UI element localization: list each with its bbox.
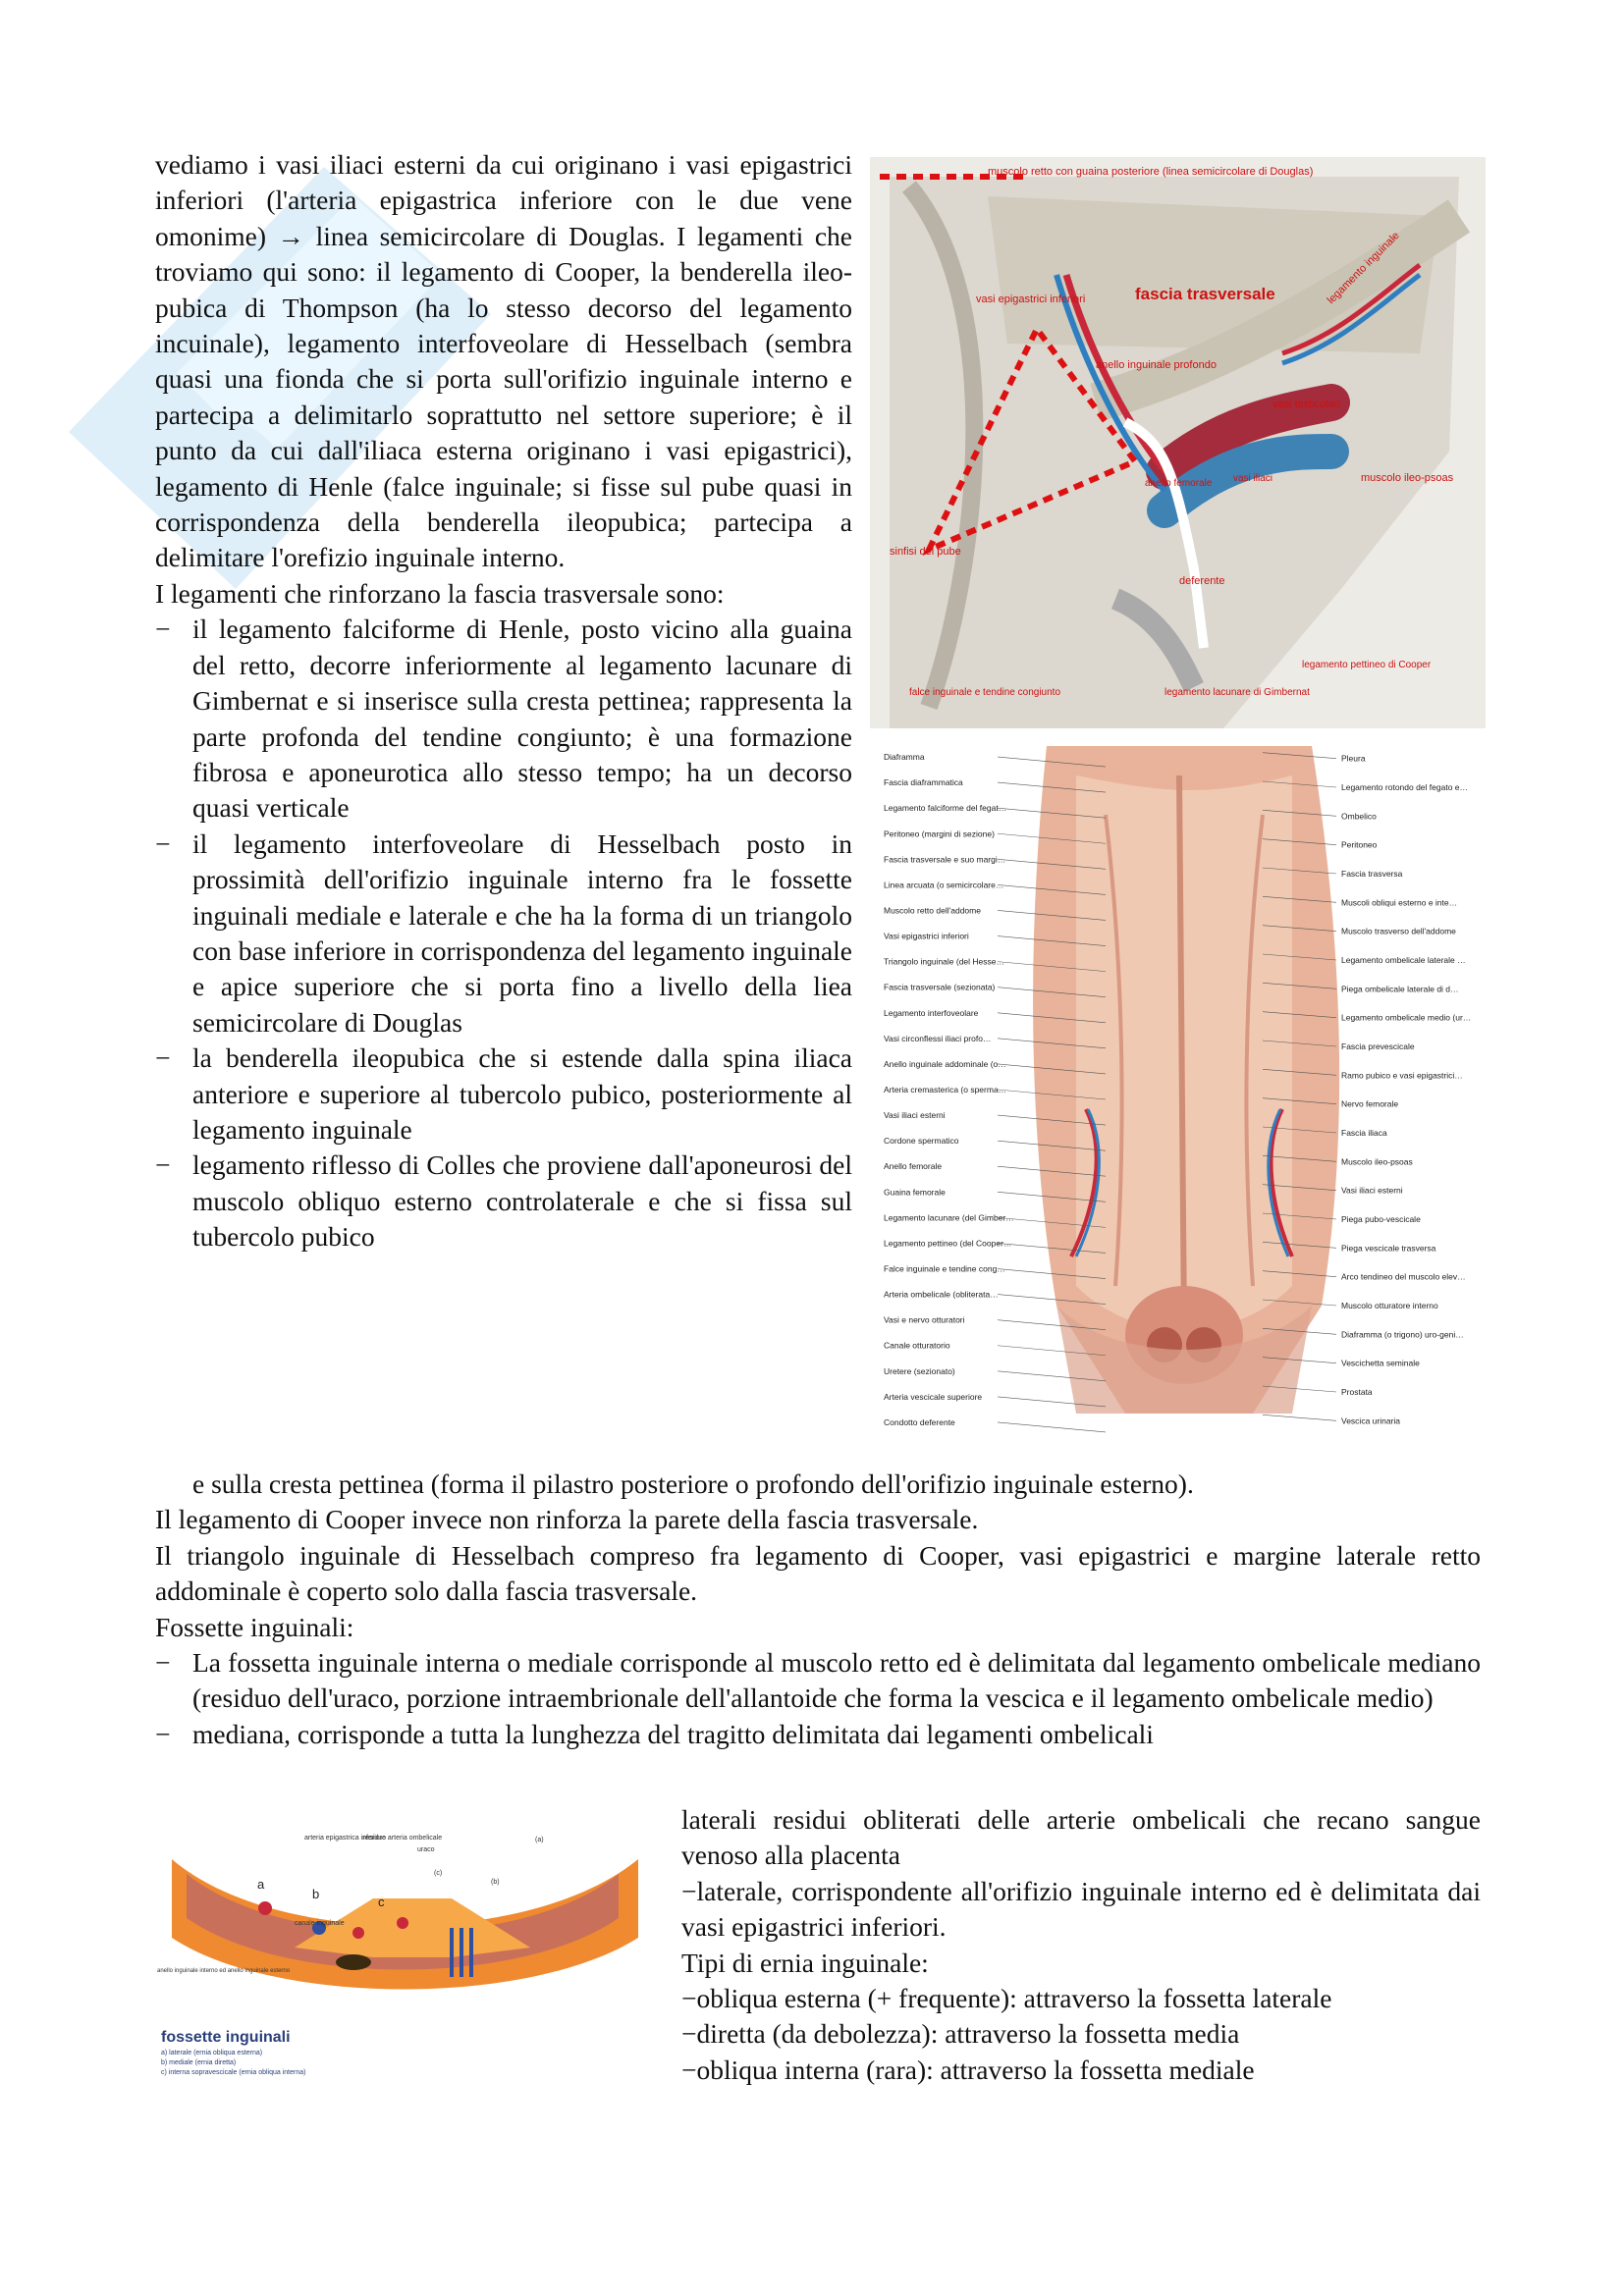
fig2-label-right-2: Ombelico (1341, 811, 1377, 822)
fig2-label-left-13: Arteria cremasterica (o sperma… (884, 1085, 1007, 1095)
fig3-label-canale: canale inguinale (295, 1920, 345, 1927)
fig2-label-left-6: Muscolo retto dell'addome (884, 905, 981, 916)
cooper-note: Il legamento di Cooper invece non rinforza la parete della fascia trasversale. (155, 1504, 979, 1535)
fig2-label-left-3: Peritoneo (margini di sezione) (884, 828, 995, 839)
fig2-label-left-9: Fascia trasversale (sezionata) (884, 982, 996, 992)
fig2-label-right-15: Vasi iliaci esterni (1341, 1185, 1403, 1196)
fig1-label-vasi-epigastrici: vasi epigastrici inferiori (976, 294, 1086, 305)
fig1-title: muscolo retto con guaina posteriore (linea semicircolare di Douglas) (988, 166, 1314, 178)
fig3-label-uraco: uraco (417, 1846, 435, 1853)
laterale-item: −laterale, corrispondente all'orifizio inguinale interno ed è delimitata dai vasi epigastrici inferiori. (681, 1875, 1481, 1943)
fig2-label-left-17: Guaina femorale (884, 1187, 946, 1198)
fossette-item-interna: − La fossetta inguinale interna o mediale corrisponde al muscolo retto ed è delimitata dal legamento ombelicale mediano (residuo dell'uraco, porzione intraembrionale dell'allantoide che forma la vescica e il legamento ombelicale medio) (155, 1645, 1481, 1717)
fig1-label-falce: falce inguinale e tendine congiunto (909, 687, 1061, 698)
fig2-label-right-1: Legamento rotondo del fegato e… (1341, 782, 1469, 792)
ligaments-intro: I legamenti che rinforzano la fascia trasversale sono: (155, 577, 725, 609)
intro-paragraph: vediamo i vasi iliaci esterni da cui originano i vasi epigastrici inferiori (l'arteria epigastrica inferiore con le due vene omonime) → linea semicircolare di Douglas. I legamenti che troviamo qui sono: il legamento di Cooper, la benderella ileo-pubica di Thompson (ha lo stesso decorso del legamento incuinale), legamento interfoveolare di Hesselbach (sembra quasi una fionda che si porta sull'orifizio inguinale interno e partecipa a delimitarlo soprattutto nel settore superiore; è il punto da cui dall'iliaca esterna originano i vasi epigastrici), legamento di Henle (falce inguinale; si fisse sul pube quasi in corrispondenza della benderella ileopubica; partecipa a delimitare l'orefizio inguinale interno. (155, 149, 852, 573)
right-text-block (681, 1802, 1481, 2088)
ligament-item-colles: − legamento riflesso di Colles che proviene dall'aponeurosi del muscolo obliquo esterno controlaterale e che si fissa sul tubercolo pubico (155, 1148, 852, 1255)
fossette-item-mediana: − mediana, corrisponde a tutta la lunghezza del tragitto delimitata dai legamenti ombelicali (155, 1717, 1481, 1752)
fig2-label-left-0: Diaframma (884, 752, 925, 763)
fig2-label-right-16: Piega pubo-vescicale (1341, 1214, 1421, 1224)
fig2-label-left-12: Anello inguinale addominale (o… (884, 1058, 1006, 1069)
fig1-label-anello: anello inguinale profondo (1096, 359, 1217, 371)
fig2-label-right-10: Fascia prevescicale (1341, 1041, 1415, 1051)
fig1-label-muscolo: muscolo ileo-psoas (1361, 472, 1454, 484)
fig2-label-left-10: Legamento interfoveolare (884, 1007, 979, 1018)
fig2-label-left-22: Vasi e nervo otturatori (884, 1314, 965, 1325)
fig2-label-left-5: Linea arcuata (o semicircolare… (884, 880, 1004, 890)
fig2-label-right-12: Nervo femorale (1341, 1098, 1399, 1109)
fig2-label-right-7: Legamento ombelicale laterale … (1341, 955, 1466, 965)
fig3-legend-c: c) interna sopravescicale (ernia obliqua interna) (161, 2069, 306, 2076)
fig3-legend-a: a) laterale (ernia obliqua esterna) (161, 2050, 263, 2056)
ernia-text-1: diretta (da debolezza): attraverso la fossetta media (696, 2018, 1240, 2050)
fig2-label-right-13: Fascia iliaca (1341, 1128, 1387, 1138)
fig3-label-arteria: arteria epigastrica inferiore (304, 1835, 386, 1842)
fig3-legend-b: b) mediale (ernia diretta) (161, 2059, 237, 2066)
figure-inguinal-posterior-view (870, 157, 1486, 728)
fig1-label-lacunare: legamento lacunare di Gimbernat (1164, 687, 1310, 698)
fig3-label-la: (a) (535, 1837, 544, 1843)
fig2-label-left-19: Legamento pettineo (del Cooper… (884, 1238, 1012, 1249)
ernia-item-obliqua-esterna: −obliqua esterna (+ frequente): attraverso la fossetta laterale (681, 1983, 1332, 2014)
ernia-text-0: obliqua esterna (+ frequente): attraverso la fossetta laterale (696, 1983, 1332, 2014)
figure-fossette-inguinali (157, 1830, 648, 2083)
fig2-label-left-16: Anello femorale (884, 1161, 943, 1172)
fig2-label-left-14: Vasi iliaci esterni (884, 1110, 946, 1121)
ernia-item-diretta: −diretta (da debolezza): attraverso la fossetta media (681, 2018, 1240, 2050)
fig2-label-right-11: Ramo pubico e vasi epigastrici… (1341, 1070, 1463, 1081)
triangle-note: Il triangolo inguinale di Hesselbach compreso fra legamento di Cooper, vasi epigastrici e margine laterale retto addominale è coperto solo dalla fascia trasversale. (155, 1539, 1481, 1607)
fig1-label-fascia: fascia trasversale (1135, 285, 1275, 303)
ernia-item-obliqua-interna: −obliqua interna (rara): attraverso la fossetta mediale (681, 2054, 1255, 2085)
fig1-label-anello-femorale: anello femorale (1145, 478, 1213, 489)
fig2-label-right-6: Muscolo trasverso dell'addome (1341, 926, 1456, 936)
fig1-label-vasi-testicolari: vasi testicolari (1272, 399, 1341, 410)
fig3-label-lc: (c) (434, 1870, 443, 1877)
fig3-label-residuo: residuo arteria ombelicale (363, 1835, 443, 1842)
fig2-label-left-24: Uretere (sezionato) (884, 1365, 955, 1376)
fig1-label-lig-pettineo: legamento pettineo di Cooper (1302, 660, 1432, 670)
fig2-label-right-19: Muscolo otturatore interno (1341, 1301, 1438, 1310)
fig1-label-sinfisi: sinfisi del pube (890, 546, 961, 558)
fig1-label-lig-inguinale: legamento inguinale (1325, 230, 1402, 307)
fig2-label-left-15: Cordone spermatico (884, 1136, 959, 1147)
laterale-text: laterale, corrispondente all'orifizio inguinale interno ed è delimitata dai vasi epigastrici inferiori. (681, 1875, 1481, 1943)
fig2-label-left-11: Vasi circonflessi iliaci profo… (884, 1033, 992, 1043)
fig2-label-right-18: Arco tendineo del muscolo elev… (1341, 1271, 1466, 1282)
fig3-letter-a: a (257, 1877, 265, 1892)
fig2-label-right-20: Diaframma (o trigono) uro-geni… (1341, 1329, 1464, 1340)
ligament-item-ileopubica: − la benderella ileopubica che si estende dalla spina iliaca anteriore e superiore al tubercolo pubico, posteriormente al legamento inguinale (155, 1041, 852, 1148)
fig2-label-right-4: Fascia trasversa (1341, 869, 1403, 879)
fig1-label-vasi-iliaci: vasi iliaci (1233, 473, 1273, 484)
fig2-label-left-18: Legamento lacunare (del Gimber… (884, 1212, 1014, 1223)
full-width-text (155, 1467, 1481, 1752)
ligament-item-hesselbach: − il legamento interfoveolare di Hesselbach posto in prossimità dell'orifizio inguinale interno fra le fossette inguinali mediale e laterale e che ha la forma di un triangolo con base inferiore in corrispondenza del legamento inguinale e apice superiore che si porta fino a livello della liea semicircolare di Douglas (155, 827, 852, 1041)
left-text-column (155, 147, 852, 1255)
fig3-letter-c: c (378, 1895, 385, 1909)
fig2-label-right-0: Pleura (1341, 753, 1366, 764)
fig2-label-left-23: Canale otturatorio (884, 1340, 950, 1351)
fig2-label-left-21: Arteria ombelicale (obliterata… (884, 1289, 999, 1300)
fig2-label-left-25: Arteria vescicale superiore (884, 1391, 983, 1402)
fig2-label-left-20: Falce inguinale e tendine cong… (884, 1263, 1005, 1274)
fig2-label-left-1: Fascia diaframmatica (884, 777, 963, 788)
fig2-label-right-21: Vescichetta seminale (1341, 1358, 1420, 1368)
fig2-label-right-3: Peritoneo (1341, 839, 1378, 850)
ligament-item-henle: − il legamento falciforme di Henle, posto vicino alla guaina del retto, decorre inferiormente al legamento lacunare di Gimbernat e si inserisce sulla cresta pettinea; rappresenta la parte profonda del tendine congiunto; è una formazione fibrosa e aponeurotica allo stesso tempo; ha un decorso quasi verticale (155, 612, 852, 826)
fig2-label-left-8: Triangolo inguinale (del Hesse… (884, 956, 1005, 967)
colles-continuation: e sulla cresta pettinea (forma il pilastro posteriore o profondo dell'orifizio inguinale esterno). (192, 1468, 1194, 1499)
fig2-label-left-26: Condotto deferente (884, 1416, 955, 1427)
fig1-label-deferente: deferente (1179, 575, 1225, 587)
mediana-continuation: laterali residui obliterati delle arterie ombelicali che recano sangue venoso alla placenta (681, 1804, 1481, 1871)
fig2-label-right-8: Piega ombelicale laterale di d… (1341, 984, 1459, 994)
fig2-label-left-2: Legamento falciforme del fegat… (884, 803, 1007, 814)
fig3-title: fossette inguinali (161, 2029, 291, 2046)
fig2-label-right-14: Muscolo ileo-psoas (1341, 1156, 1413, 1167)
ernia-heading: Tipi di ernia inguinale: (681, 1947, 929, 1978)
fig2-label-left-4: Fascia trasversale e suo margi… (884, 854, 1006, 865)
fig2-label-right-5: Muscoli obliqui esterno e inte… (1341, 897, 1458, 908)
fig2-label-right-22: Prostata (1341, 1387, 1373, 1397)
fossette-heading: Fossette inguinali: (155, 1611, 354, 1642)
fig3-label-anello: anello inguinale interno ed anello inguinale esterno (157, 1968, 291, 1974)
fig3-letter-b: b (312, 1887, 320, 1901)
ernia-text-2: obliqua interna (rara): attraverso la fossetta mediale (696, 2054, 1255, 2085)
fig2-label-right-17: Piega vescicale trasversa (1341, 1243, 1436, 1254)
fig2-label-right-9: Legamento ombelicale medio (ur… (1341, 1012, 1472, 1023)
figure-abdominal-wall-inside (880, 736, 1486, 1443)
fig3-label-lb: (b) (491, 1879, 500, 1886)
fig2-label-right-23: Vescica urinaria (1341, 1415, 1401, 1426)
fig2-label-left-7: Vasi epigastrici inferiori (884, 931, 969, 941)
